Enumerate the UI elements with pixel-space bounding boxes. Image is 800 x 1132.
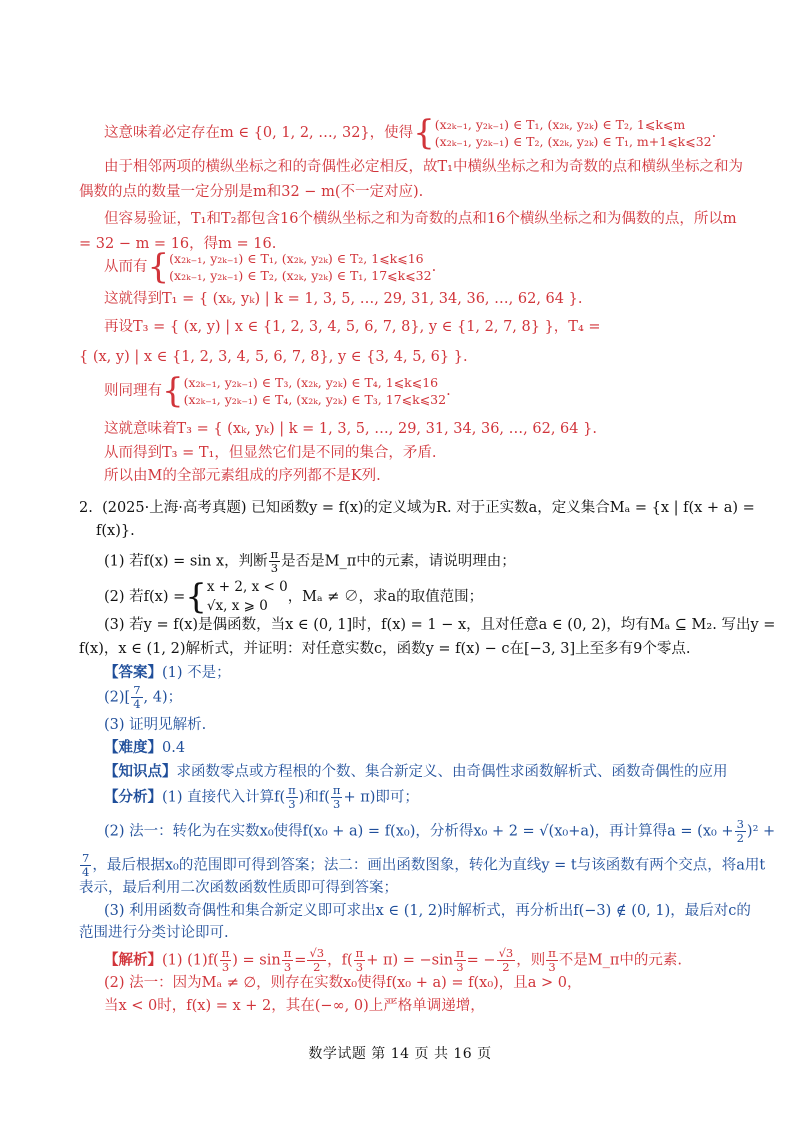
text-line: = 32 − m = 16，得m = 16.: [79, 236, 277, 252]
solution-line: 【解析】(1) (1)f( $\frac{\pi}{3}$ ) = sin $\frac{\pi}{3}$ = $\frac{√3}{2}$ ，f( $\frac{\pi}{3}$ + π) = −sin $\frac{\pi}{3}$ = − $\frac{√3}{2}$ ，则 $\frac{\pi}{3}$ 不是M_π中的元素.: [104, 946, 683, 974]
text-line: 但容易验证，T₁和T₂都包含16个横纵坐标之和为奇数的点和16个横纵坐标之和为偶数的点，所以m: [104, 211, 737, 227]
question-part-3: (3) 若y = f(x)是偶函数，当x ∈ (0, 1]时，f(x) = 1 − x，且对任意a ∈ (0, 2)，均有Mₐ ⊆ M₂. 写出y =: [104, 617, 776, 633]
fraction: $\frac{\pi}{3}$: [270, 547, 279, 575]
text-line: 由于相邻两项的横纵坐标之和的奇偶性必定相反，故T₁中横纵坐标之和为奇数的点和横纵坐标之和为: [104, 159, 743, 175]
analysis-tag: 【分析】: [104, 788, 162, 806]
text-line: 从而有{ (x₂ₖ₋₁, y₂ₖ₋₁) ∈ T₁, (x₂ₖ, y₂ₖ) ∈ T₂, 1⩽k⩽16 (x₂ₖ₋₁, y₂ₖ₋₁) ∈ T₂, (x₂ₖ, y₂ₖ) ∈ T₁, 17⩽k⩽32 .: [104, 247, 437, 287]
fraction: $\frac{√3}{2}$: [309, 946, 325, 974]
fraction: $\frac{√3}{2}$: [498, 946, 514, 974]
solution-tag: 【解析】: [104, 951, 162, 969]
analysis-line: 表示，最后利用二次函数函数性质即可得到答案；: [79, 880, 398, 896]
analysis-line: 【分析】(1) 直接代入计算f( $\frac{\pi}{3}$ )和f( $\frac{\pi}{3}$ + π)即可；: [104, 783, 419, 811]
difficulty-line: 【难度】0.4: [104, 739, 186, 756]
fraction: $\frac{\pi}{3}$: [548, 946, 556, 974]
text-line: 所以由M的全部元素组成的序列都不是K列.: [104, 468, 381, 484]
question-part-3: f(x)，x ∈ (1, 2)解析式，并证明：对任意实数c，函数y = f(x) − c在[−3, 3]上至多有9个零点.: [79, 641, 691, 657]
answer-line: 【答案】(1) 不是；: [104, 664, 231, 681]
fraction: $\frac{\pi}{3}$: [283, 946, 292, 974]
piecewise-system: { (x₂ₖ₋₁, y₂ₖ₋₁) ∈ T₁, (x₂ₖ, y₂ₖ) ∈ T₂, 1⩽k⩽16 (x₂ₖ₋₁, y₂ₖ₋₁) ∈ T₂, (x₂ₖ, y₂ₖ) ∈ T₁, 17⩽k⩽32: [147, 247, 432, 287]
question-stem: f(x)}.: [96, 523, 135, 539]
analysis-line: (3) 利用函数奇偶性和集合新定义即可求出x ∈ (1, 2)时解析式，再分析出f(−3) ∉ (0, 1)，最后对c的: [104, 903, 751, 919]
answer-line: (2)[ $\frac{7}{4}$ , 4)；: [104, 683, 183, 711]
analysis-line: (2) 法一：转化为在实数x₀使得f(x₀ + a) = f(x₀)，分析得x₀ + 2 = √(x₀+a)，再计算得a = (x₀ + $\frac{3}{2}$ )² +: [104, 817, 776, 845]
question-stem: 2. (2025·上海·高考真题) 已知函数y = f(x)的定义域为R. 对于正实数a，定义集合Mₐ = {x | f(x + a) =: [79, 500, 755, 516]
piecewise-system: { (x₂ₖ₋₁, y₂ₖ₋₁) ∈ T₁, (x₂ₖ, y₂ₖ) ∈ T₂, 1⩽k⩽m (x₂ₖ₋₁, y₂ₖ₋₁) ∈ T₂, (x₂ₖ, y₂ₖ) ∈ T₁, m+1⩽k⩽32: [413, 113, 712, 153]
fraction: $\frac{\pi}{3}$: [332, 783, 341, 811]
fraction: $\frac{\pi}{3}$: [221, 946, 230, 974]
fraction: $\frac{7}{4}$: [82, 851, 90, 879]
knowledge-tag: 【知识点】: [104, 763, 177, 780]
knowledge-line: 【知识点】求函数零点或方程根的个数、集合新定义、由奇偶性求函数解析式、函数奇偶性的应用: [104, 763, 728, 780]
page-footer: 数学试题 第 14 页 共 16 页: [308, 1046, 492, 1062]
analysis-line: $\frac{7}{4}$ ，最后根据x₀的范围即可得到答案；法二：画出函数图象，转化为直线y = t与该函数有两个交点，将a用t: [82, 851, 766, 879]
fraction: $\frac{\pi}{3}$: [456, 946, 464, 974]
fraction: $\frac{3}{2}$: [736, 817, 744, 845]
fraction: $\frac{\pi}{3}$: [288, 783, 296, 811]
solution-line: (2) 法一：因为Mₐ ≠ ∅，则存在实数x₀使得f(x₀ + a) = f(x₀)，且a > 0，: [104, 975, 582, 991]
text-line: { (x, y) | x ∈ {1, 2, 3, 4, 5, 6, 7, 8}, y ∈ {3, 4, 5, 6} }.: [79, 349, 468, 365]
question-source: (2025·上海·高考真题): [102, 500, 247, 516]
piecewise-system: { x + 2, x < 0 √x, x ⩾ 0: [185, 577, 288, 617]
question-part-1: (1) 若f(x) = sin x，判断 $\frac{\pi}{3}$ 是否是M_π中的元素，请说明理由；: [104, 547, 516, 575]
text-line: 再设T₃ = { (x, y) | x ∈ {1, 2, 3, 4, 5, 6, 7, 8}, y ∈ {1, 2, 7, 8} }，T₄ =: [104, 319, 601, 335]
fraction: $\frac{\pi}{3}$: [355, 946, 364, 974]
text-line: 则同理有{ (x₂ₖ₋₁, y₂ₖ₋₁) ∈ T₃, (x₂ₖ, y₂ₖ) ∈ T₄, 1⩽k⩽16 (x₂ₖ₋₁, y₂ₖ₋₁) ∈ T₄, (x₂ₖ, y₂ₖ) ∈ T₃, 17⩽k⩽32 .: [104, 371, 451, 411]
text-line: 这就得到T₁ = { (xₖ, yₖ) | k = 1, 3, 5, …, 29, 31, 34, 36, …, 62, 64 }.: [104, 291, 583, 307]
fraction: $\frac{7}{4}$: [133, 683, 141, 711]
difficulty-tag: 【难度】: [104, 739, 162, 756]
solution-line: 当x < 0时，f(x) = x + 2，其在(−∞, 0)上严格单调递增，: [104, 998, 485, 1014]
answer-line: (3) 证明见解析.: [104, 717, 207, 733]
analysis-line: 范围进行分类讨论即可.: [79, 925, 229, 941]
text-line: 这意味着必定存在m ∈ {0, 1, 2, …, 32}，使得{ (x₂ₖ₋₁, y₂ₖ₋₁) ∈ T₁, (x₂ₖ, y₂ₖ) ∈ T₂, 1⩽k⩽m (x₂ₖ₋₁, y₂ₖ₋₁) ∈ T₂, (x₂ₖ, y₂ₖ) ∈ T₁, m+1⩽k⩽32 .: [104, 113, 717, 153]
answer-tag: 【答案】: [104, 664, 162, 681]
piecewise-system: { (x₂ₖ₋₁, y₂ₖ₋₁) ∈ T₃, (x₂ₖ, y₂ₖ) ∈ T₄, 1⩽k⩽16 (x₂ₖ₋₁, y₂ₖ₋₁) ∈ T₄, (x₂ₖ, y₂ₖ) ∈ T₃, 17⩽k⩽32: [162, 371, 447, 411]
text-line: 这就意味着T₃ = { (xₖ, yₖ) | k = 1, 3, 5, …, 29, 31, 34, 36, …, 62, 64 }.: [104, 421, 597, 437]
text-line: 偶数的点的数量一定分别是m和32 − m(不一定对应).: [79, 184, 424, 200]
question-part-2: (2) 若f(x) ={ x + 2, x < 0 √x, x ⩾ 0 ，Mₐ ≠ ∅，求a的取值范围；: [104, 577, 484, 617]
text-line: 从而得到T₃ = T₁，但显然它们是不同的集合，矛盾.: [104, 445, 437, 461]
